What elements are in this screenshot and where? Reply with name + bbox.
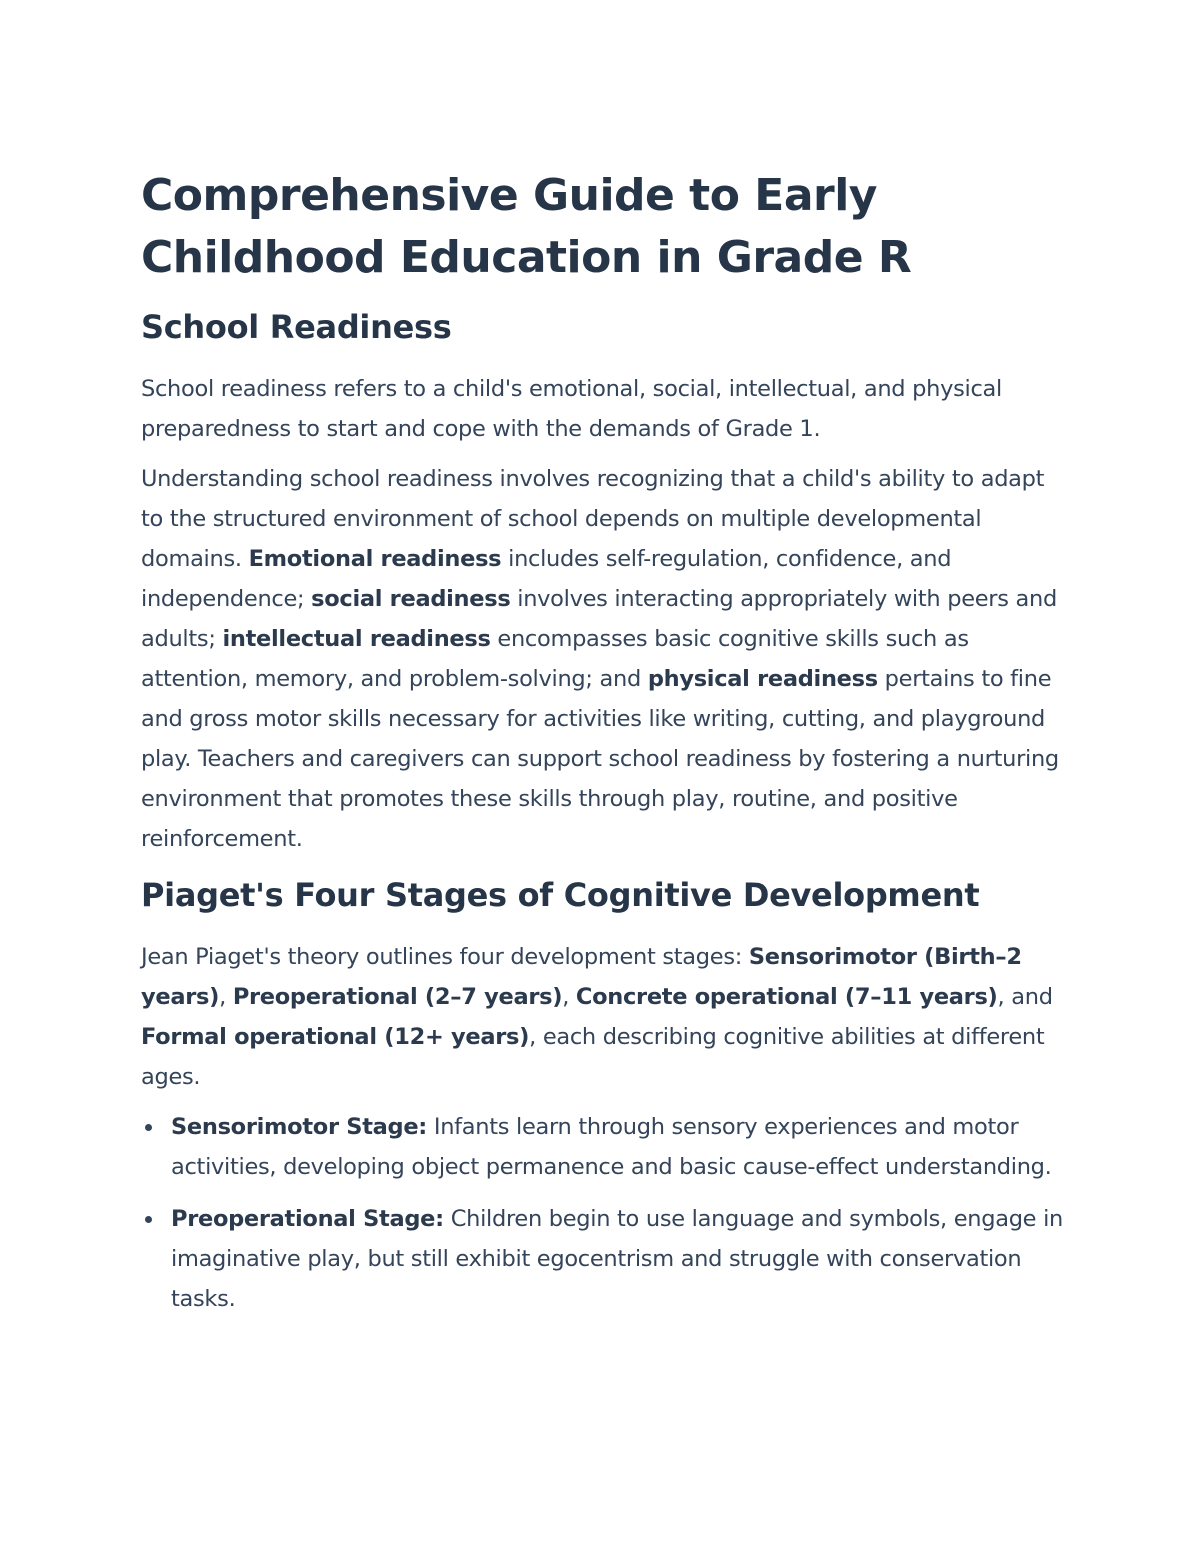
bold-term-emotional-readiness: Emotional readiness bbox=[248, 546, 502, 572]
text-run: Understanding school readiness involves recognizing that a child's ability to adapt to the structured environment of school depends on multiple developmental domains. bbox=[141, 466, 1045, 572]
text-run: , bbox=[219, 984, 233, 1010]
text-run: Jean Piaget's theory outlines four development stages: bbox=[141, 944, 749, 970]
bold-term-formal-operational: Formal operational (12+ years) bbox=[141, 1024, 530, 1050]
text-run: , bbox=[562, 984, 576, 1010]
bold-term-physical-readiness: physical readiness bbox=[647, 666, 878, 692]
bullet-icon bbox=[145, 1216, 152, 1223]
text-run: includes self-regulation, confidence, and independence; bbox=[141, 546, 952, 612]
document-page bbox=[141, 165, 1066, 1331]
stages-list bbox=[141, 1107, 1066, 1319]
text-run: encompasses basic cognitive skills such as attention, memory, and problem-solving; and bbox=[141, 626, 969, 692]
text-run: pertains to fine and gross motor skills necessary for activities like writing, cutting, and playground play. Teachers and caregivers can support school readiness by fostering a nurturing environment that promotes these skills through play, routine, and positive reinforcement. bbox=[141, 666, 1059, 852]
text-run: involves interacting appropriately with peers and adults; bbox=[141, 586, 1057, 652]
section-heading-school-readiness: School Readiness bbox=[141, 308, 452, 346]
bold-term-concrete-operational: Concrete operational (7–11 years) bbox=[575, 984, 998, 1010]
document-title: Comprehensive Guide to Early Childhood Education in Grade R bbox=[141, 170, 912, 283]
section-heading-piaget: Piaget's Four Stages of Cognitive Development bbox=[141, 876, 980, 914]
list-item-preoperational-stage bbox=[141, 1199, 1066, 1319]
bold-term-sensorimotor: Sensorimotor (Birth–2 years) bbox=[141, 944, 1022, 1010]
list-item-sensorimotor-stage bbox=[141, 1107, 1066, 1187]
piaget-intro bbox=[141, 937, 1066, 1097]
bold-term-preoperational: Preoperational (2–7 years) bbox=[232, 984, 563, 1010]
bullet-icon bbox=[145, 1124, 152, 1131]
school-readiness-definition: School readiness refers to a child's emotional, social, intellectual, and physical preparedness to start and cope with the demands of Grade 1. bbox=[141, 376, 1002, 442]
stage-description: Infants learn through sensory experiences and motor activities, developing object permanence and basic cause-effect understanding. bbox=[171, 1114, 1052, 1180]
stage-description: Children begin to use language and symbols, engage in imaginative play, but still exhibit egocentrism and struggle with conservation tasks. bbox=[171, 1206, 1063, 1312]
stage-label: Sensorimotor Stage: bbox=[171, 1114, 427, 1140]
bold-term-intellectual-readiness: intellectual readiness bbox=[222, 626, 491, 652]
text-run: , and bbox=[997, 984, 1053, 1010]
bold-term-social-readiness: social readiness bbox=[311, 586, 511, 612]
stage-label: Preoperational Stage: bbox=[171, 1206, 444, 1232]
school-readiness-explanation bbox=[141, 459, 1066, 859]
text-run: , each describing cognitive abilities at different ages. bbox=[141, 1024, 1045, 1090]
